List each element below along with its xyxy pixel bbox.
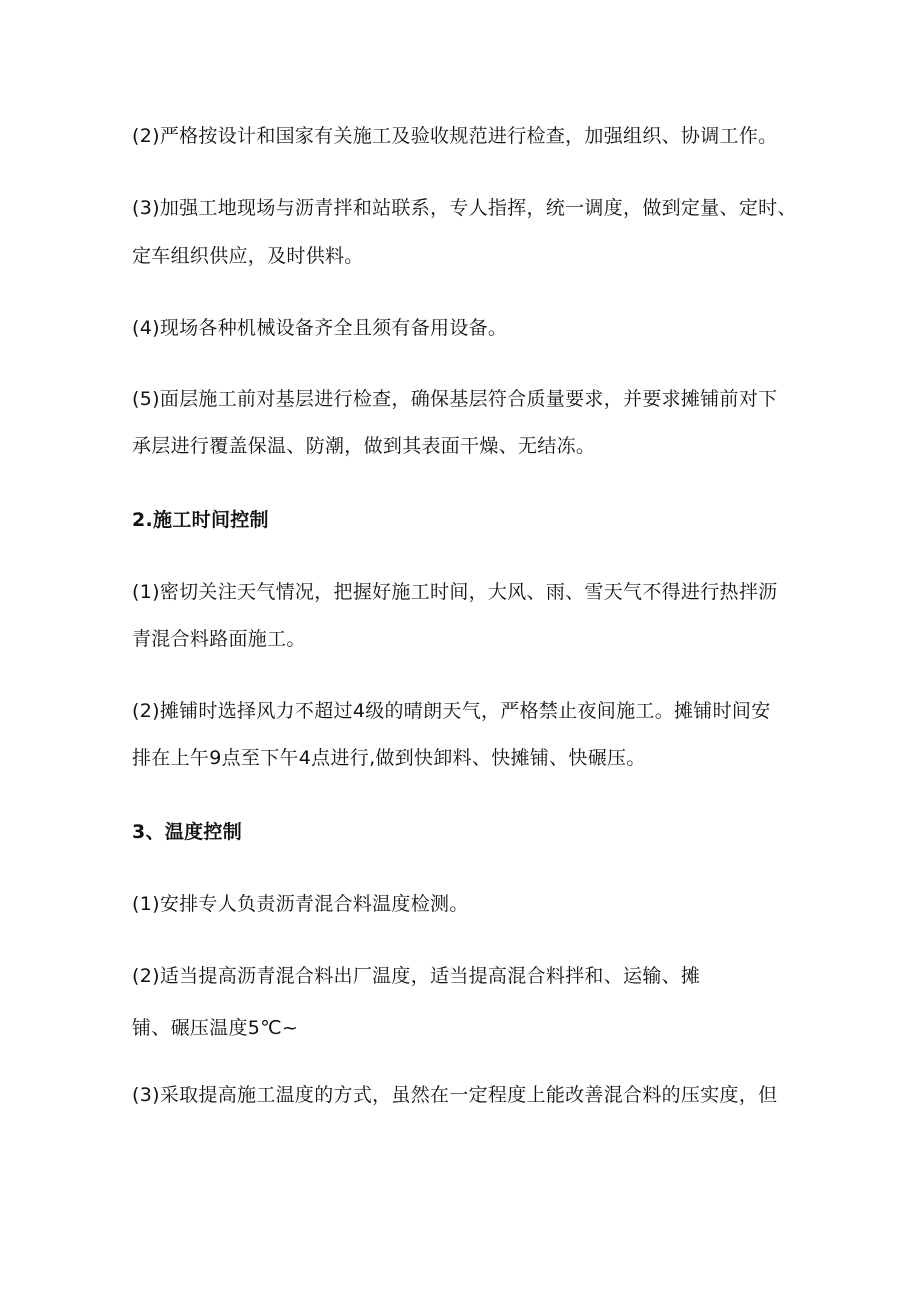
paragraph-line: (3)加强工地现场与沥青拌和站联系，专人指挥，统一调度，做到定量、定时、 bbox=[132, 197, 797, 219]
paragraph-line: (2)严格按设计和国家有关施工及验收规范进行检查，加强组织、协调工作。 bbox=[132, 125, 778, 147]
paragraph-line: (1)密切关注天气情况，把握好施工时间，大风、雨、雪天气不得进行热拌沥 bbox=[132, 581, 778, 603]
paragraph-line: (3)采取提高施工温度的方式，虽然在一定程度上能改善混合料的压实度，但 bbox=[132, 1084, 778, 1106]
paragraph-line: (2)适当提高沥青混合料出厂温度，适当提高混合料拌和、运输、摊 bbox=[132, 965, 701, 987]
paragraph-line: 排在上午9点至下午4点进行,做到快卸料、快摊铺、快碾压。 bbox=[132, 747, 646, 769]
paragraph-line: (1)安排专人负责沥青混合料温度检测。 bbox=[132, 893, 469, 915]
paragraph-line: 铺、碾压温度5℃~ bbox=[132, 1017, 299, 1039]
paragraph-line: (4)现场各种机械设备齐全且须有备用设备。 bbox=[132, 317, 508, 339]
paragraph-line: 定车组织供应，及时供料。 bbox=[132, 245, 364, 267]
paragraph-line: (2)摊铺时选择风力不超过4级的晴朗天气，严格禁止夜间施工。摊铺时间安 bbox=[132, 700, 771, 722]
section-heading: 3、温度控制 bbox=[132, 821, 243, 843]
section-heading: 2.施工时间控制 bbox=[132, 509, 269, 531]
paragraph-line: 青混合料路面施工。 bbox=[132, 628, 306, 650]
paragraph-line: 承层进行覆盖保温、防潮，做到其表面干燥、无结冻。 bbox=[132, 435, 596, 457]
paragraph-line: (5)面层施工前对基层进行检查，确保基层符合质量要求，并要求摊铺前对下 bbox=[132, 388, 778, 410]
